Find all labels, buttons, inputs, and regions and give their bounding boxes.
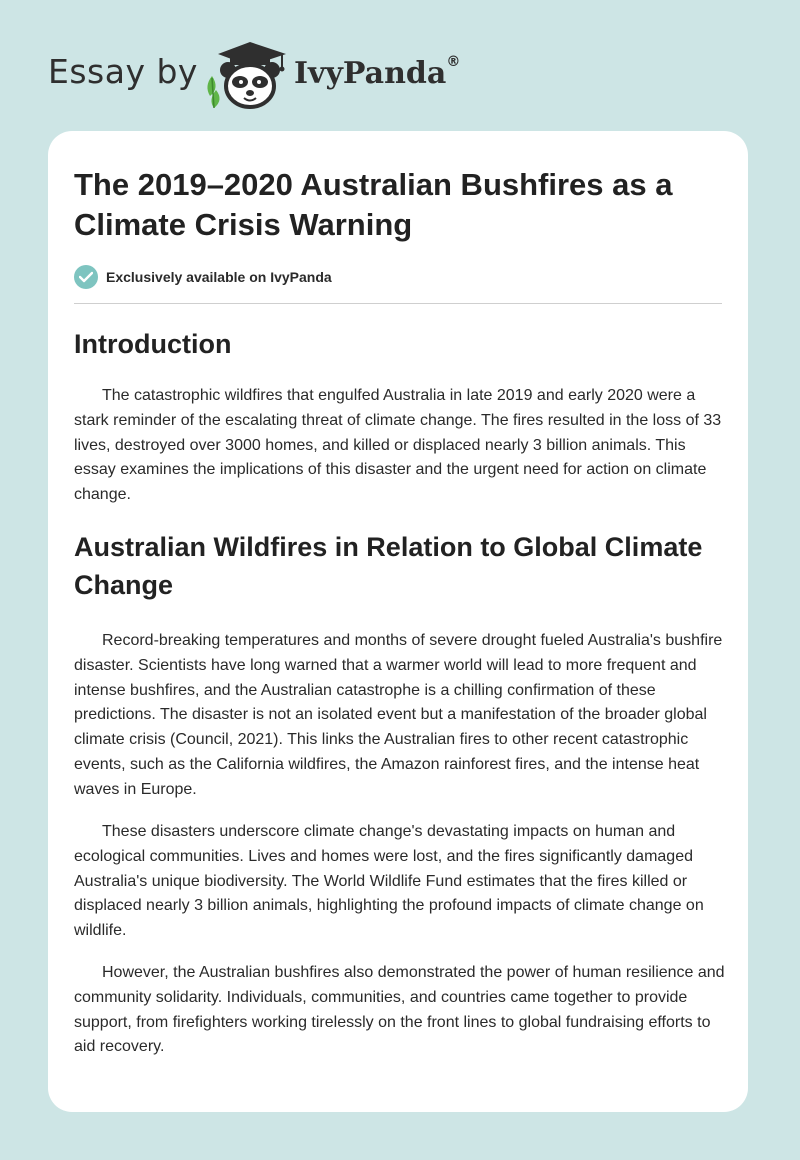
paragraph: These disasters underscore climate change's devastating impacts on human and ecological communities. Lives and homes were lost, and the fires significantly damaged Australia's unique biodiversity. The World Wildlife Fund estimates that the fires killed or displaced nearly 3 billion animals, highlighting the profound impacts of climate change on wildlife. <box>74 823 704 940</box>
site-header <box>48 36 548 116</box>
essay-title: The 2019–2020 Australian Bushfires as a Climate Crisis Warning <box>74 167 673 242</box>
paragraph: Record-breaking temperatures and months of severe drought fueled Australia's bushfire disaster. Scientists have long warned that a warmer world will lead to more frequent and intense bushfires, and the Australian catastrophe is a chilling confirmation of these predictions. The disaster is not an isolated event but a manifestation of the broader global climate crisis (Council, 2021). This links the Australian fires to other recent catastrophic events, such as the California wildfires, the Amazon rainforest fires, and the intense heat waves in Europe. <box>74 632 723 798</box>
paragraph: The catastrophic wildfires that engulfed Australia in late 2019 and early 2020 were a stark reminder of the escalating threat of climate change. The fires resulted in the loss of 33 lives, destroyed over 3000 homes, and killed or displaced nearly 3 billion animals. This essay examines the implications of this disaster and the urgent need for action on climate change. <box>74 387 722 504</box>
section-heading-introduction: Introduction <box>74 329 232 359</box>
essay-by-label: Essay by <box>48 52 198 91</box>
brand-name[interactable] <box>294 56 460 91</box>
registered-mark: ® <box>446 54 461 70</box>
section-heading-wildfires: Australian Wildfires in Relation to Global Climate Change <box>74 532 703 600</box>
panda-logo-icon[interactable] <box>202 38 292 112</box>
exclusive-badge <box>74 264 332 290</box>
brand-text: IvyPanda <box>294 56 447 91</box>
paragraph: However, the Australian bushfires also demonstrated the power of human resilience and community solidarity. Individuals, communities, and countries came together to provide support, from firefighters working tirelessly on the front lines to global fundraising efforts to aid recovery. <box>74 964 725 1056</box>
check-circle-icon <box>74 265 98 289</box>
essay-card <box>48 131 748 1112</box>
exclusive-label: Exclusively available on IvyPanda <box>106 269 332 285</box>
divider <box>74 303 722 304</box>
